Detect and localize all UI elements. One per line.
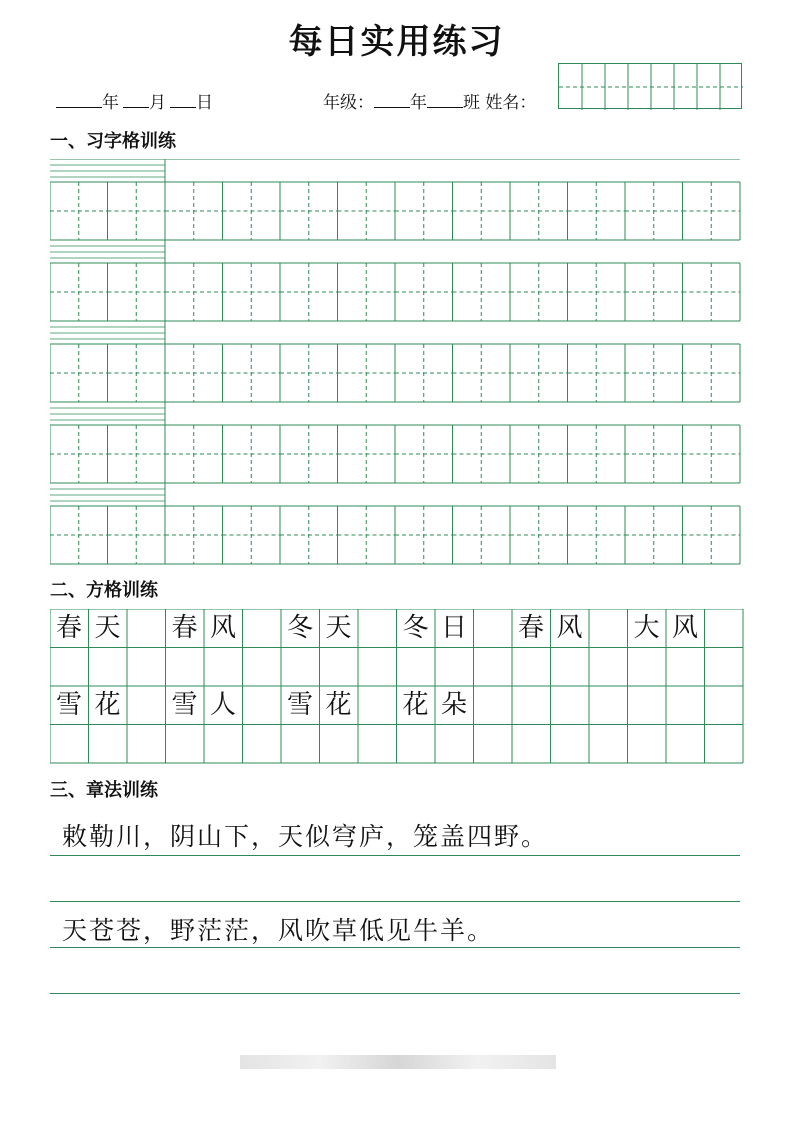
day-label: 日 xyxy=(196,93,213,113)
section-2-heading: 二、方格训练 xyxy=(50,580,158,601)
section-3-heading: 三、章法训练 xyxy=(50,780,158,801)
grid-word-char: 天 xyxy=(325,613,352,643)
name-label: 姓名： xyxy=(485,93,537,113)
name-box[interactable] xyxy=(558,63,742,109)
grid-word-char: 冬 xyxy=(286,613,313,643)
grid-word-char: 春 xyxy=(517,613,544,643)
page-title: 每日实用练习 xyxy=(288,22,505,62)
name-grid xyxy=(559,64,743,110)
class-label: 班 xyxy=(463,93,480,113)
grid-word-char: 风 xyxy=(671,613,698,643)
grid-word-char: 春 xyxy=(171,613,198,643)
writing-line xyxy=(50,993,740,994)
grade-label: 年级： xyxy=(323,93,374,113)
grid-word-char: 春 xyxy=(55,613,82,643)
grid-word-char: 朵 xyxy=(440,690,467,720)
grid-word-char: 风 xyxy=(209,613,236,643)
grid-word-char: 天 xyxy=(94,613,121,643)
grid-word-char: 雪 xyxy=(171,690,198,720)
poem-line-2: 天苍苍，野茫茫，风吹草低见牛羊。 xyxy=(62,916,495,945)
section-1-heading: 一、习字格训练 xyxy=(50,131,176,152)
grid-word-char: 人 xyxy=(209,690,236,720)
grid-word-char: 花 xyxy=(402,690,429,720)
grid-word-char: 花 xyxy=(325,690,352,720)
month-blank[interactable] xyxy=(123,93,149,108)
writing-line xyxy=(50,901,740,902)
tianzige-grid xyxy=(50,159,742,565)
grid-word-char: 花 xyxy=(94,690,121,720)
grid-word-char: 雪 xyxy=(55,690,82,720)
grade-blank[interactable] xyxy=(374,93,410,108)
day-blank[interactable] xyxy=(170,93,196,108)
class-blank[interactable] xyxy=(427,93,463,108)
poem-line-1: 敕勒川，阴山下，天似穹庐，笼盖四野。 xyxy=(62,822,549,851)
grid-word-char: 大 xyxy=(633,613,660,643)
grade-line xyxy=(323,88,536,113)
grid-word-char: 日 xyxy=(440,613,467,643)
grade-year-label: 年 xyxy=(410,93,427,113)
grid-word-char: 冬 xyxy=(402,613,429,643)
date-line xyxy=(56,88,213,113)
grid-word-char: 雪 xyxy=(286,690,313,720)
year-blank[interactable] xyxy=(56,93,102,108)
writing-line xyxy=(50,947,740,948)
month-label: 月 xyxy=(149,93,166,113)
grid-word-char: 风 xyxy=(556,613,583,643)
watermark xyxy=(240,1055,556,1069)
year-label: 年 xyxy=(102,93,119,113)
writing-line xyxy=(50,855,740,856)
